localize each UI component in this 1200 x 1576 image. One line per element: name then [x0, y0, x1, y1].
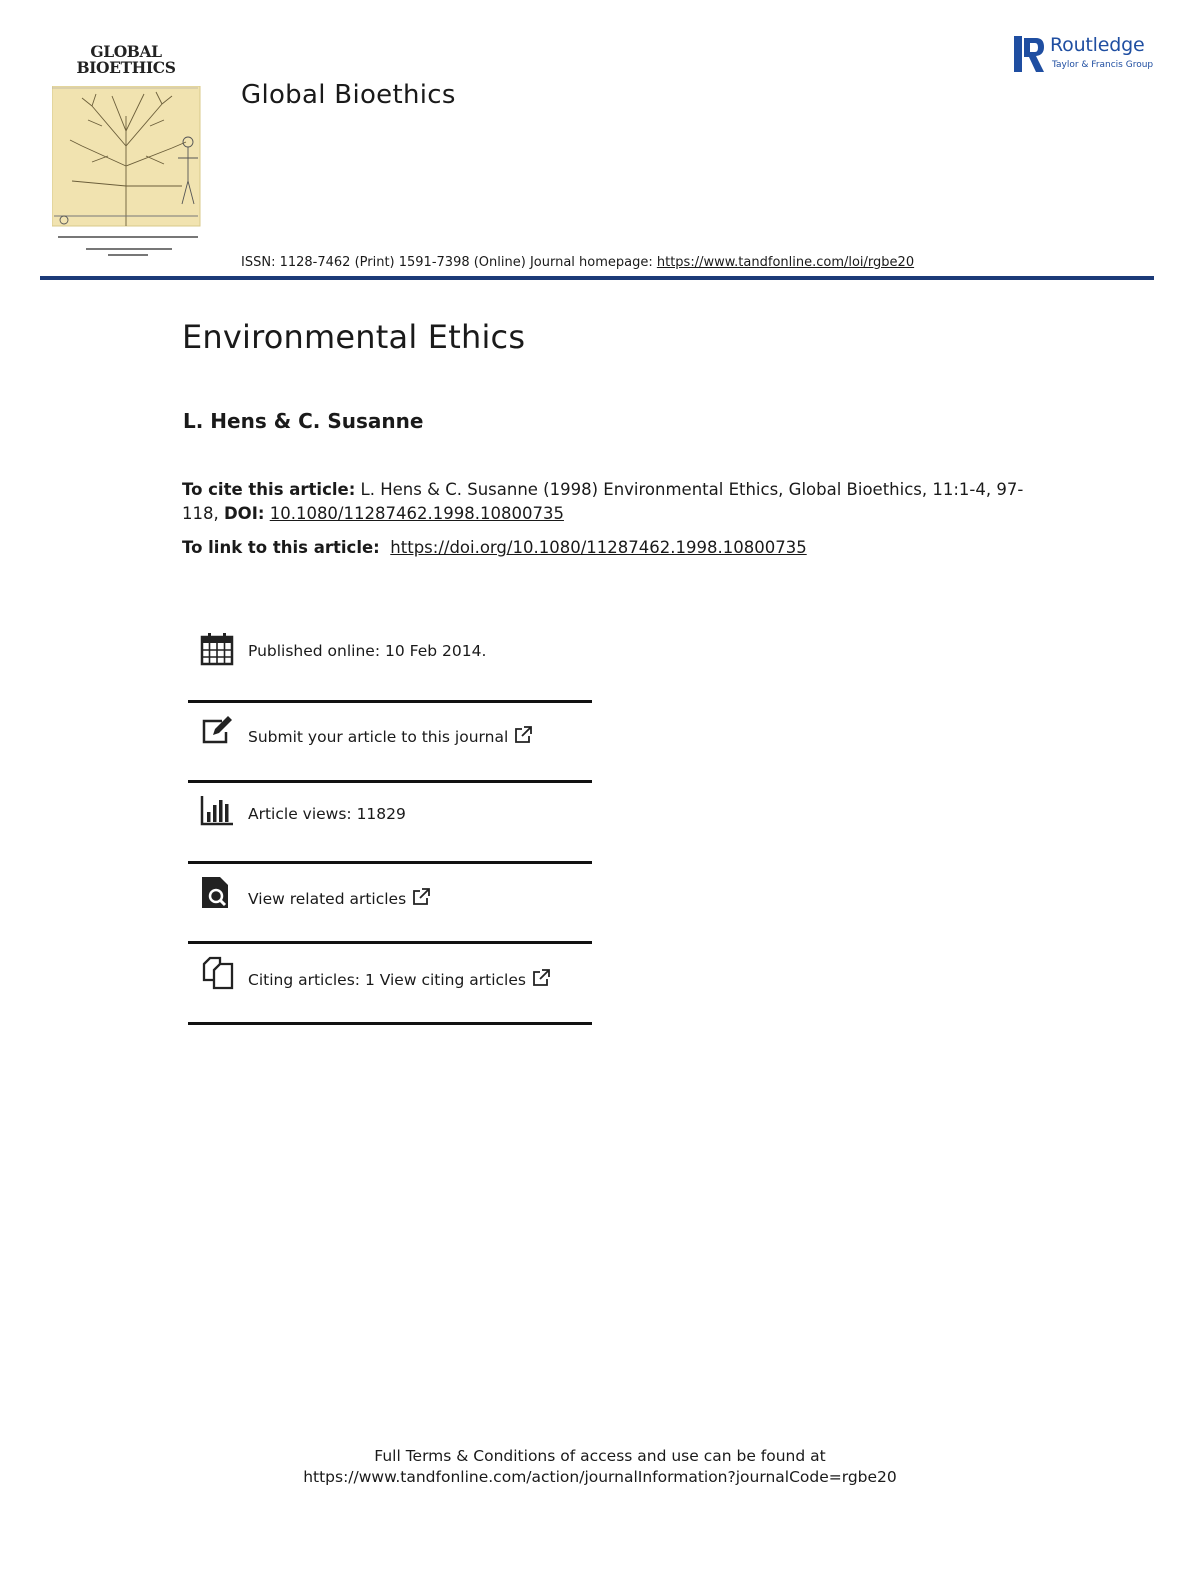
view-citing-articles-link[interactable] — [248, 969, 550, 989]
issn-text: ISSN: 1128-7462 (Print) 1591-7398 (Online) Journal homepage: — [241, 255, 657, 270]
publisher-subtitle: Taylor & Francis Group — [1052, 60, 1154, 70]
submit-article-link[interactable] — [248, 726, 532, 746]
cover-title — [52, 44, 200, 76]
journal-name: Global Bioethics — [241, 80, 456, 110]
cover-title-line1: GLOBAL — [90, 42, 162, 61]
related-row[interactable] — [188, 875, 592, 921]
edit-icon — [200, 714, 234, 748]
doi-label: DOI: — [223, 504, 265, 523]
search-document-icon — [200, 875, 234, 909]
routledge-r-icon — [1014, 34, 1046, 74]
external-link-icon — [412, 888, 430, 906]
link-label: To link to this article: — [182, 538, 380, 557]
view-related-articles-link[interactable] — [248, 888, 430, 908]
published-date: Published online: 10 Feb 2014. — [248, 642, 487, 660]
related-label: View related articles — [248, 890, 407, 908]
article-views: Article views: 11829 — [248, 805, 406, 823]
cover-illustration — [52, 86, 214, 278]
journal-cover-image — [52, 38, 214, 262]
citation — [182, 478, 1042, 526]
publisher-name: Routledge — [1050, 34, 1145, 56]
views-row — [188, 794, 592, 840]
issn-line — [241, 255, 914, 270]
bar-chart-icon — [200, 794, 234, 828]
doi-link[interactable]: 10.1080/11287462.1998.10800735 — [269, 504, 564, 523]
journal-homepage-link[interactable]: https://www.tandfonline.com/loi/rgbe20 — [656, 255, 915, 270]
submit-row[interactable] — [188, 714, 592, 760]
published-row — [188, 632, 592, 678]
footer — [0, 1446, 1200, 1488]
article-authors: L. Hens & C. Susanne — [183, 409, 424, 433]
calendar-icon — [200, 632, 234, 666]
external-link-icon — [514, 726, 532, 744]
footer-terms-url[interactable]: https://www.tandfonline.com/action/journalInformation?journalCode=rgbe20 — [303, 1468, 897, 1486]
header-rule — [40, 276, 1154, 280]
cite-label: To cite this article: — [182, 480, 356, 499]
submit-label: Submit your article to this journal — [248, 728, 509, 746]
citing-label: Citing articles: 1 View citing articles — [248, 971, 526, 989]
copy-icon — [200, 956, 234, 990]
article-title: Environmental Ethics — [182, 318, 526, 356]
divider — [188, 1022, 592, 1025]
cover-title-line2: BIOETHICS — [76, 58, 176, 77]
article-link[interactable]: https://doi.org/10.1080/11287462.1998.10800735 — [390, 538, 807, 557]
external-link-icon — [532, 969, 550, 987]
publisher-logo — [1014, 34, 1164, 78]
divider — [188, 861, 592, 864]
footer-terms: Full Terms & Conditions of access and use can be found at — [374, 1447, 826, 1465]
divider — [188, 941, 592, 944]
citing-row[interactable] — [188, 956, 592, 1002]
divider — [188, 780, 592, 783]
article-link-line — [182, 538, 807, 557]
divider — [188, 700, 592, 703]
cite-text: L. Hens & C. Susanne (1998) Environmental Ethics, Global Bioethics, 11:1-4, 97-118, — [182, 480, 1024, 523]
